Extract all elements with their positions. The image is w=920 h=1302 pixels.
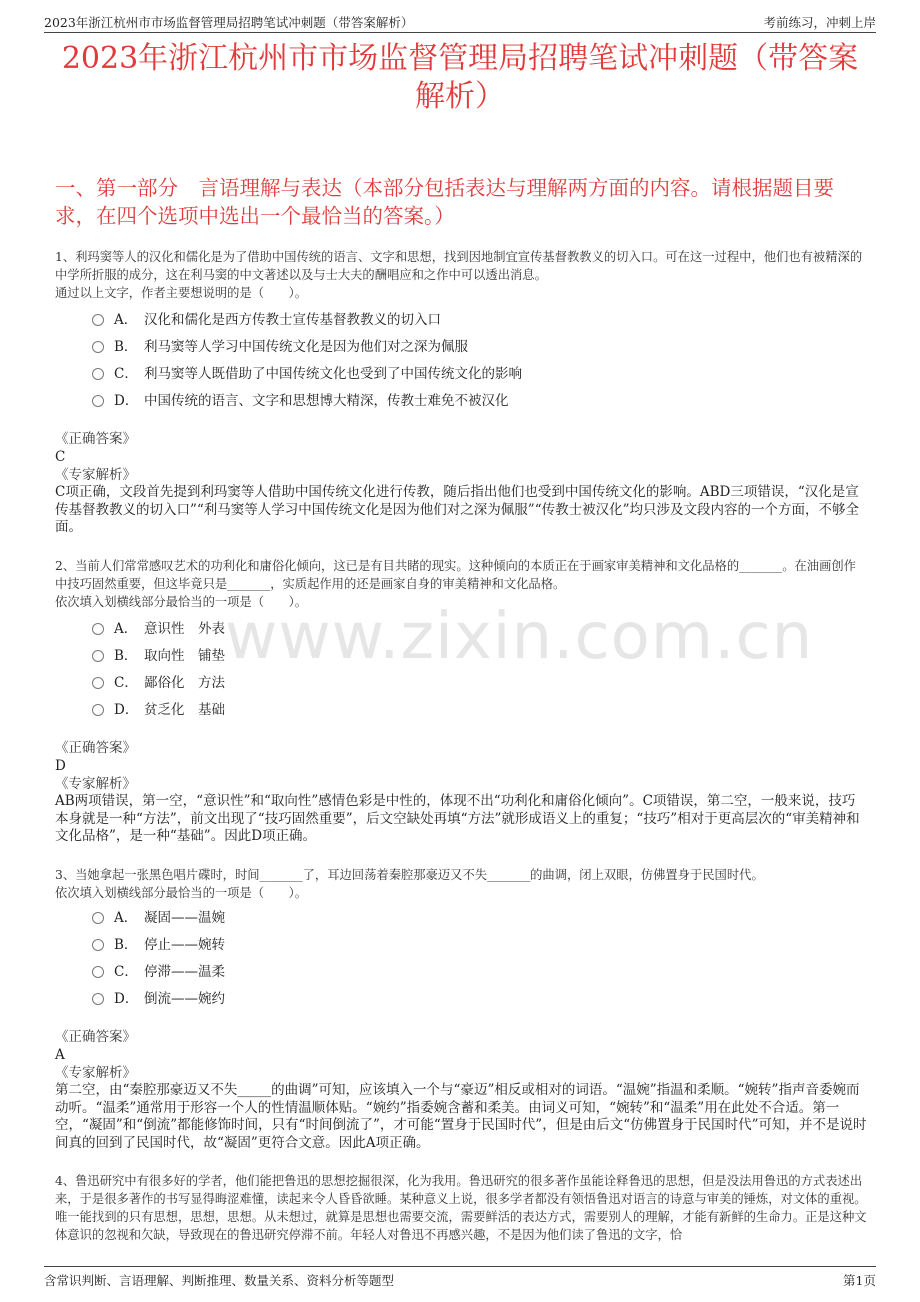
question-prompt: 依次填入划横线部分最恰当的一项是（ ）。 [55,886,308,900]
radio-icon[interactable] [92,704,104,716]
question-stem: 2、当前人们常常感叹艺术的功利化和庸俗化倾向，这已是有目共睹的现实。这种倾向的本质正在于画家审美精神和文化品格的_______。在油画创作中技巧固然重要，但这毕竟只是_______，实质起作用的还是画家自身的审美精神和文化品格。 [55,559,856,591]
option-b[interactable]: B． 利马窦等人学习中国传统文化是因为他们对之深为佩服 [92,335,792,362]
option-d[interactable]: D． 贫乏化 基础 [92,698,792,725]
radio-icon[interactable] [92,677,104,689]
question-prompt: 通过以上文字，作者主要想说明的是（ ）。 [55,286,308,300]
section-heading: 一、第一部分 言语理解与表达（本部分包括表达与理解两方面的内容。请根据题目要求，在四个选项中选出一个最恰当的答案。） [55,176,834,228]
page-number: 第1页 [843,1273,876,1288]
header-slogan: 考前练习，冲刺上岸 [763,15,876,30]
question-2-options [92,617,792,725]
option-a[interactable]: A． 凝固——温婉 [92,906,792,933]
radio-icon[interactable] [92,314,104,326]
analysis-text: 第二空，由“秦腔那豪迈又不失_____的曲调”可知，应该填入一个与“豪迈”相反或相对的词语。“温婉”指温和柔顺。“婉转”指声音委婉而动听。“温柔”通常用于形容一个人的性情温顺体贴。“婉约”指委婉含蓄和柔美。由词义可知，“婉转”和“温柔”用在此处不合适。第一空，“凝固”和“倒流”都能修饰时间，只有“时间倒流了”，才可能“置身于民国时代”，但是由后文“仿佛置身于民国时代”可知，并不是说时间真的回到了民国时代，故“凝固”更符合文意。因此A项正确。 [55,1082,867,1151]
watermark: www.zixin.com.cn [225,600,814,674]
analysis-label: 《专家解析》 [55,467,136,483]
question-stem: 4、鲁迅研究中有很多好的学者，他们能把鲁迅的思想挖掘很深，化为我用。鲁迅研究的很多著作虽能诠释鲁迅的思想，但是没法用鲁迅的方式表述出来，于是很多著作的书写显得晦涩难懂，读起来令人昏昏欲睡。某种意义上说，很多学者都没有领悟鲁迅对语言的诗意与审美的锤炼，对文体的重视。唯一能找到的只有思想，思想，思想。从未想过，就算是思想也需要交流，需要鲜活的表达方式，需要别人的理解，才能有新鲜的生命力。正是这种文体意识的忽视和欠缺，导致现在的鲁迅研究停滞不前。年轻人对鲁迅不再感兴趣，不是因为他们读了鲁迅的文字，恰 [55,1174,867,1242]
question-3 [55,866,867,902]
footer-topics: 含常识判断、言语理解、判断推理、数量关系、资料分析等题型 [44,1273,395,1288]
analysis-label: 《专家解析》 [55,1065,136,1081]
question-4 [55,1172,867,1244]
question-stem: 1、利玛窦等人的汉化和儒化是为了借助中国传统的语言、文字和思想，找到因地制宜宣传基督教教义的切入口。可在这一过程中，他们也有被精深的中学所折服的成分，这在利马窦的中文著述以及与士大夫的酬唱应和之作中可以透出消息。 [55,250,863,282]
question-stem: 3、当她拿起一张黑色唱片碟时，时间_______了，耳边回荡着秦腔那豪迈又不失_______的曲调，闭上双眼，仿佛置身于民国时代。 [55,868,764,882]
answer-value: A [55,1047,65,1063]
radio-icon[interactable] [92,912,104,924]
header-doc-title: 2023年浙江杭州市市场监督管理局招聘笔试冲刺题（带答案解析） [44,15,414,30]
answer-value: D [55,758,66,774]
question-3-options [92,906,792,1014]
option-a[interactable]: A． 意识性 外表 [92,617,792,644]
radio-icon[interactable] [92,368,104,380]
answer-label: 《正确答案》 [55,740,136,756]
radio-icon[interactable] [92,623,104,635]
analysis-label: 《专家解析》 [55,776,136,792]
option-b[interactable]: B． 停止——婉转 [92,933,792,960]
radio-icon[interactable] [92,650,104,662]
question-prompt: 依次填入划横线部分最恰当的一项是（ ）。 [55,595,308,609]
analysis-text: C项正确，文段首先提到利玛窦等人借助中国传统文化进行传教，随后指出他们也受到中国传统文化的影响。ABD三项错误，“汉化是宣传基督教教义的切入口”“利马窦等人学习中国传统文化是因为他们对之深为佩服”“传教士被汉化”均只涉及文段内容的一个方面，不够全面。 [55,484,860,535]
radio-icon[interactable] [92,939,104,951]
option-b[interactable]: B． 取向性 铺垫 [92,644,792,671]
question-3-answer [55,1028,867,1152]
question-1-answer [55,430,867,537]
option-c[interactable]: C． 停滞——温柔 [92,960,792,987]
answer-label: 《正确答案》 [55,1029,136,1045]
option-a[interactable]: A． 汉化和儒化是西方传教士宣传基督教教义的切入口 [92,308,792,335]
answer-label: 《正确答案》 [55,431,136,447]
option-d[interactable]: D． 倒流——婉约 [92,987,792,1014]
page-title: 2023年浙江杭州市市场监督管理局招聘笔试冲刺题（带答案解析） [61,41,859,114]
option-d[interactable]: D． 中国传统的语言、文字和思想博大精深，传教士难免不被汉化 [92,389,792,416]
answer-value: C [55,449,66,465]
analysis-text: AB两项错误，第一空，“意识性”和“取向性”感情色彩是中性的，体现不出“功利化和庸俗化倾向”。C项错误，第二空，一般来说，技巧本身就是一种“方法”，前文出现了“技巧固然重要”，后文空缺处再填“方法”就形成语义上的重复；“技巧”相对于更高层次的“审美精神和文化品格”，是一种“基础”。因此D项正确。 [55,793,860,844]
radio-icon[interactable] [92,341,104,353]
question-1 [55,248,867,302]
radio-icon[interactable] [92,993,104,1005]
radio-icon[interactable] [92,966,104,978]
page-header [44,10,876,33]
radio-icon[interactable] [92,395,104,407]
option-c[interactable]: C． 利马窦等人既借助了中国传统文化也受到了中国传统文化的影响 [92,362,792,389]
question-2-answer [55,739,867,846]
question-2 [55,557,867,611]
option-c[interactable]: C． 鄙俗化 方法 [92,671,792,698]
question-1-options [92,308,792,416]
page-footer [44,1266,876,1287]
